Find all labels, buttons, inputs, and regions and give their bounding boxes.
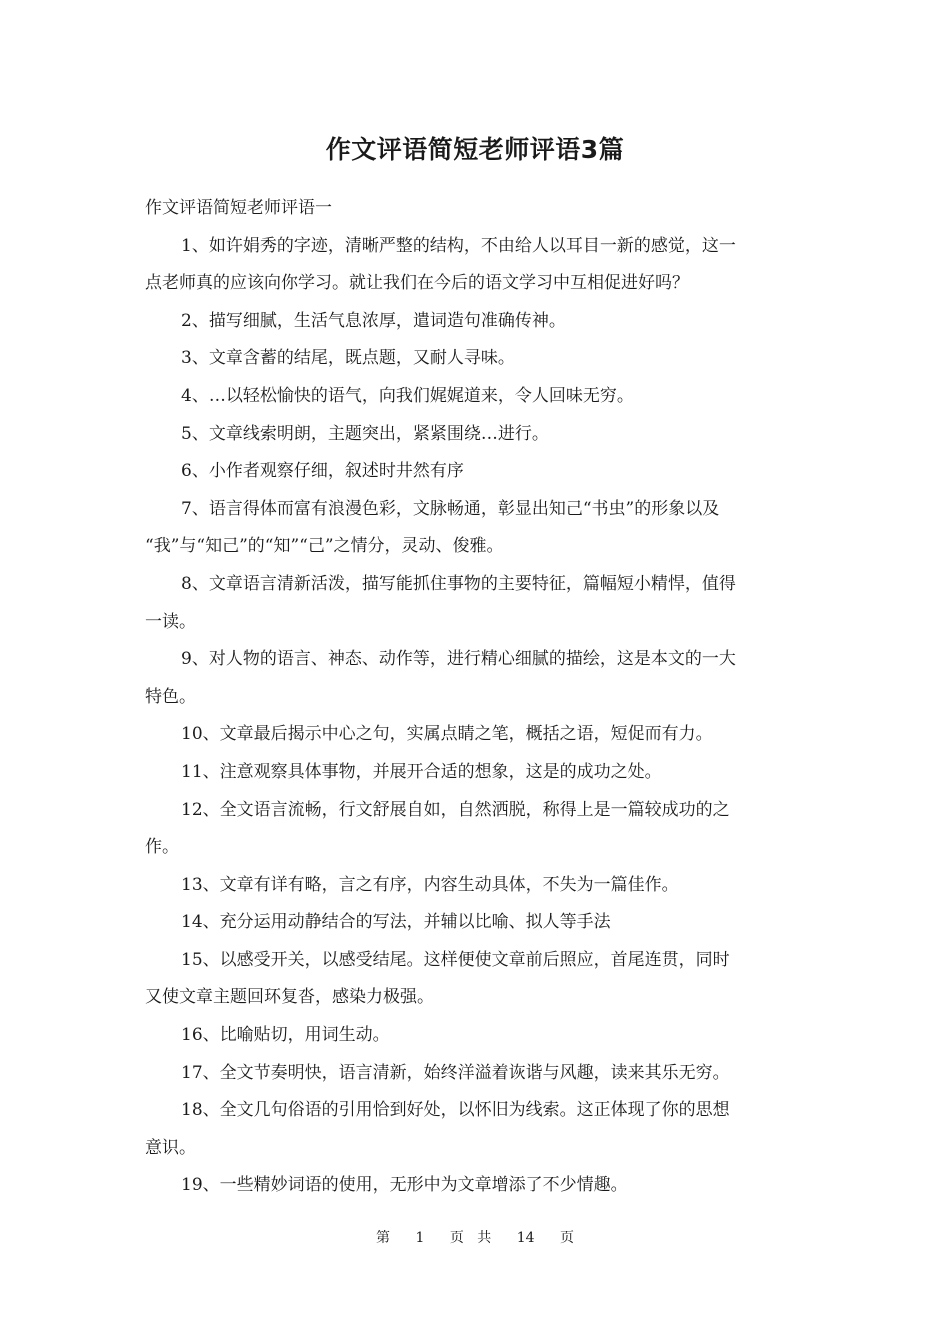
body-line: 9、对人物的语言、神态、动作等，进行精心细腻的描绘，这是本文的一大	[181, 649, 736, 670]
body-line: 1、如许娟秀的字迹，清晰严整的结构，不由给人以耳目一新的感觉，这一	[181, 235, 736, 256]
body-line: 一读。	[145, 611, 196, 632]
footer-page-number: 1	[415, 1230, 425, 1246]
document-title: 作文评语简短老师评语3篇	[325, 135, 625, 164]
section-heading: 作文评语简短老师评语一	[145, 198, 332, 218]
body-line: 8、文章语言清新活泼，描写能抓住事物的主要特征，篇幅短小精悍，值得	[181, 573, 736, 594]
body-line: 5、文章线索明朗，主题突出，紧紧围绕…进行。	[181, 423, 549, 444]
body-line: 14、充分运用动静结合的写法，并辅以比喻、拟人等手法	[181, 912, 611, 933]
body-line: 16、比喻贴切，用词生动。	[181, 1025, 390, 1046]
body-line: 13、文章有详有略，言之有序，内容生动具体，不失为一篇佳作。	[181, 874, 679, 895]
body-line: 19、一些精妙词语的使用，无形中为文章增添了不少情趣。	[181, 1175, 628, 1196]
body-line: 12、全文语言流畅，行文舒展自如，自然洒脱，称得上是一篇较成功的之	[181, 799, 730, 820]
footer-suffix: 页	[560, 1230, 574, 1246]
body-line: 17、全文节奏明快，语言清新，始终洋溢着诙谐与风趣，读来其乐无穷。	[181, 1062, 730, 1083]
body-line: 6、小作者观察仔细，叙述时井然有序	[181, 461, 464, 482]
document-body	[145, 190, 809, 1205]
body-line: 11、注意观察具体事物，并展开合适的想象，这是的成功之处。	[181, 761, 662, 782]
body-line: 2、描写细腻，生活气息浓厚，遣词造句准确传神。	[181, 310, 566, 331]
body-line: 意识。	[145, 1137, 196, 1158]
body-line: 又使文章主题回环复沓，感染力极强。	[145, 987, 434, 1008]
body-line: 特色。	[145, 686, 196, 707]
footer-middle: 页 共	[449, 1230, 492, 1246]
body-line: 18、全文几句俗语的引用恰到好处，以怀旧为线索。这正体现了你的思想	[181, 1100, 730, 1121]
footer-total-pages: 14	[516, 1230, 535, 1246]
footer-prefix: 第	[375, 1230, 390, 1246]
body-line: 3、文章含蓄的结尾，既点题，又耐人寻味。	[181, 348, 515, 369]
body-line: 15、以感受开关，以感受结尾。这样便使文章前后照应，首尾连贯，同时	[181, 949, 730, 970]
page-footer	[0, 1226, 950, 1250]
body-line: 4、…以轻松愉快的语气，向我们娓娓道来，令人回味无穷。	[181, 385, 634, 406]
body-line: 点老师真的应该向你学习。就让我们在今后的语文学习中互相促进好吗？	[145, 273, 689, 294]
body-line: 7、语言得体而富有浪漫色彩，文脉畅通，彰显出知己“书虫”的形象以及	[181, 498, 720, 519]
body-line: “我”与“知己”的“知”“己”之情分，灵动、俊雅。	[145, 536, 504, 557]
body-line: 10、文章最后揭示中心之句，实属点睛之笔，概括之语，短促而有力。	[181, 724, 713, 745]
body-line: 作。	[145, 837, 179, 858]
